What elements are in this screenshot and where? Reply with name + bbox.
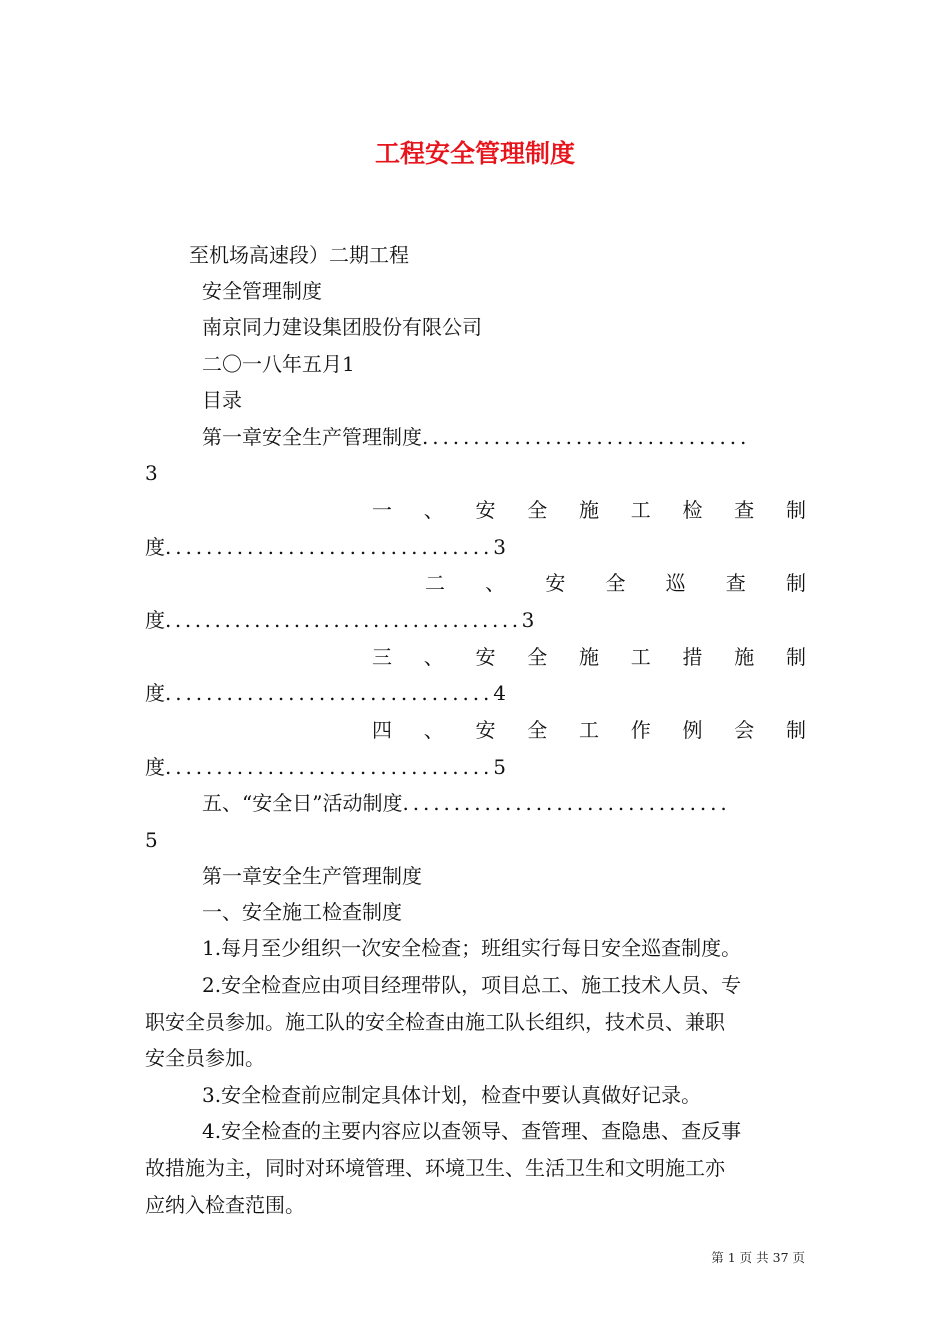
toc-entry-tail[interactable] [145, 755, 506, 779]
toc-entry-spread[interactable] [372, 718, 806, 742]
toc-label-char: 施 [579, 645, 599, 669]
document-title: 工程安全管理制度 [374, 139, 575, 168]
toc-label-char: 安 [545, 571, 566, 595]
toc-label-char: 工 [630, 645, 651, 669]
toc-entry-spread[interactable] [425, 571, 806, 595]
toc-leader: ................................ [165, 681, 494, 705]
toc-label-tail: 度 [145, 608, 165, 632]
toc-label-char: 全 [527, 718, 548, 742]
chapter-heading: 第一章安全生产管理制度 [202, 864, 422, 888]
toc-page: 3 [145, 461, 158, 485]
toc-label-char: 会 [734, 718, 755, 742]
toc-label-tail: 度 [145, 535, 165, 559]
toc-page: 5 [145, 828, 158, 852]
toc-entry[interactable] [202, 425, 750, 449]
toc-label-char: 工 [630, 498, 651, 522]
paragraph-1: 1.每月至少组织一次安全检查；班组实行每日安全巡查制度。 [202, 936, 742, 960]
toc-label-char: 施 [734, 645, 755, 669]
toc-label-char: 制 [786, 498, 806, 522]
cover-line-subtitle: 安全管理制度 [202, 279, 322, 303]
toc-label-char: 、 [423, 718, 444, 742]
toc-leader: ................................ [165, 535, 494, 559]
toc-heading: 目录 [202, 388, 242, 412]
toc-label-char: 、 [485, 571, 506, 595]
toc-label-char: 安 [475, 645, 496, 669]
section-heading: 一、安全施工检查制度 [202, 900, 402, 924]
toc-label-char: 全 [605, 571, 626, 595]
toc-label-tail: 度 [145, 681, 165, 705]
paragraph-3: 3.安全检查前应制定具体计划，检查中要认真做好记录。 [202, 1083, 702, 1107]
toc-label-char: 四 [372, 718, 392, 742]
toc-label-char: 作 [630, 718, 651, 742]
toc-entry-spread[interactable] [372, 498, 806, 522]
toc-label: 第一章安全生产管理制度 [202, 425, 422, 449]
toc-label-char: 工 [579, 718, 599, 742]
paragraph-2-line-2: 职安全员参加。施工队的安全检查由施工队长组织，技术员、兼职 [145, 1010, 725, 1034]
toc-label-char: 例 [682, 718, 703, 742]
toc-label: 五、“安全日”活动制度 [202, 791, 403, 815]
toc-page: 4 [493, 681, 506, 705]
toc-label-char: 二 [425, 571, 445, 595]
toc-label-char: 制 [785, 571, 806, 595]
paragraph-4-line-1: 4.安全检查的主要内容应以查领导、查管理、查隐患、查反事 [202, 1119, 742, 1143]
toc-page: 3 [493, 535, 506, 559]
toc-label-char: 、 [423, 498, 444, 522]
toc-label-char: 全 [527, 645, 548, 669]
toc-label-char: 全 [527, 498, 548, 522]
toc-label-char: 一 [372, 498, 392, 522]
toc-leader: ................................ [402, 791, 731, 815]
cover-company: 南京同力建设集团股份有限公司 [202, 315, 482, 339]
cover-line-project: 至机场高速段）二期工程 [189, 243, 409, 267]
toc-page: 5 [493, 755, 506, 779]
toc-label-char: 、 [423, 645, 444, 669]
page-footer: 第 1 页 共 37 页 [711, 1250, 805, 1265]
toc-entry[interactable] [202, 791, 731, 815]
toc-label-char: 三 [372, 645, 392, 669]
toc-label-char: 安 [475, 498, 496, 522]
toc-label-char: 制 [786, 718, 806, 742]
toc-entry-tail[interactable] [145, 535, 506, 559]
toc-entry-tail[interactable] [145, 608, 534, 632]
toc-leader: .................................... [165, 608, 522, 632]
toc-entry-spread[interactable] [372, 645, 806, 669]
toc-label-char: 施 [579, 498, 599, 522]
paragraph-2-line-1: 2.安全检查应由项目经理带队，项目总工、施工技术人员、专 [202, 973, 742, 997]
toc-leader: ................................ [165, 755, 494, 779]
toc-label-char: 查 [725, 571, 746, 595]
paragraph-2-line-3: 安全员参加。 [145, 1046, 265, 1070]
toc-leader: ................................ [422, 425, 751, 449]
paragraph-4-line-2: 故措施为主，同时对环境管理、环境卫生、生活卫生和文明施工亦 [145, 1156, 725, 1180]
toc-label-char: 查 [734, 498, 755, 522]
paragraph-4-line-3: 应纳入检查范围。 [145, 1193, 305, 1217]
toc-label-char: 措 [682, 645, 703, 669]
toc-page: 3 [521, 608, 535, 632]
cover-date: 二〇一八年五月1 [202, 352, 355, 376]
toc-label-char: 制 [786, 645, 806, 669]
toc-label-char: 检 [682, 498, 703, 522]
toc-entry-tail[interactable] [145, 681, 506, 705]
toc-label-tail: 度 [145, 755, 165, 779]
toc-label-char: 巡 [665, 571, 686, 595]
toc-label-char: 安 [475, 718, 496, 742]
